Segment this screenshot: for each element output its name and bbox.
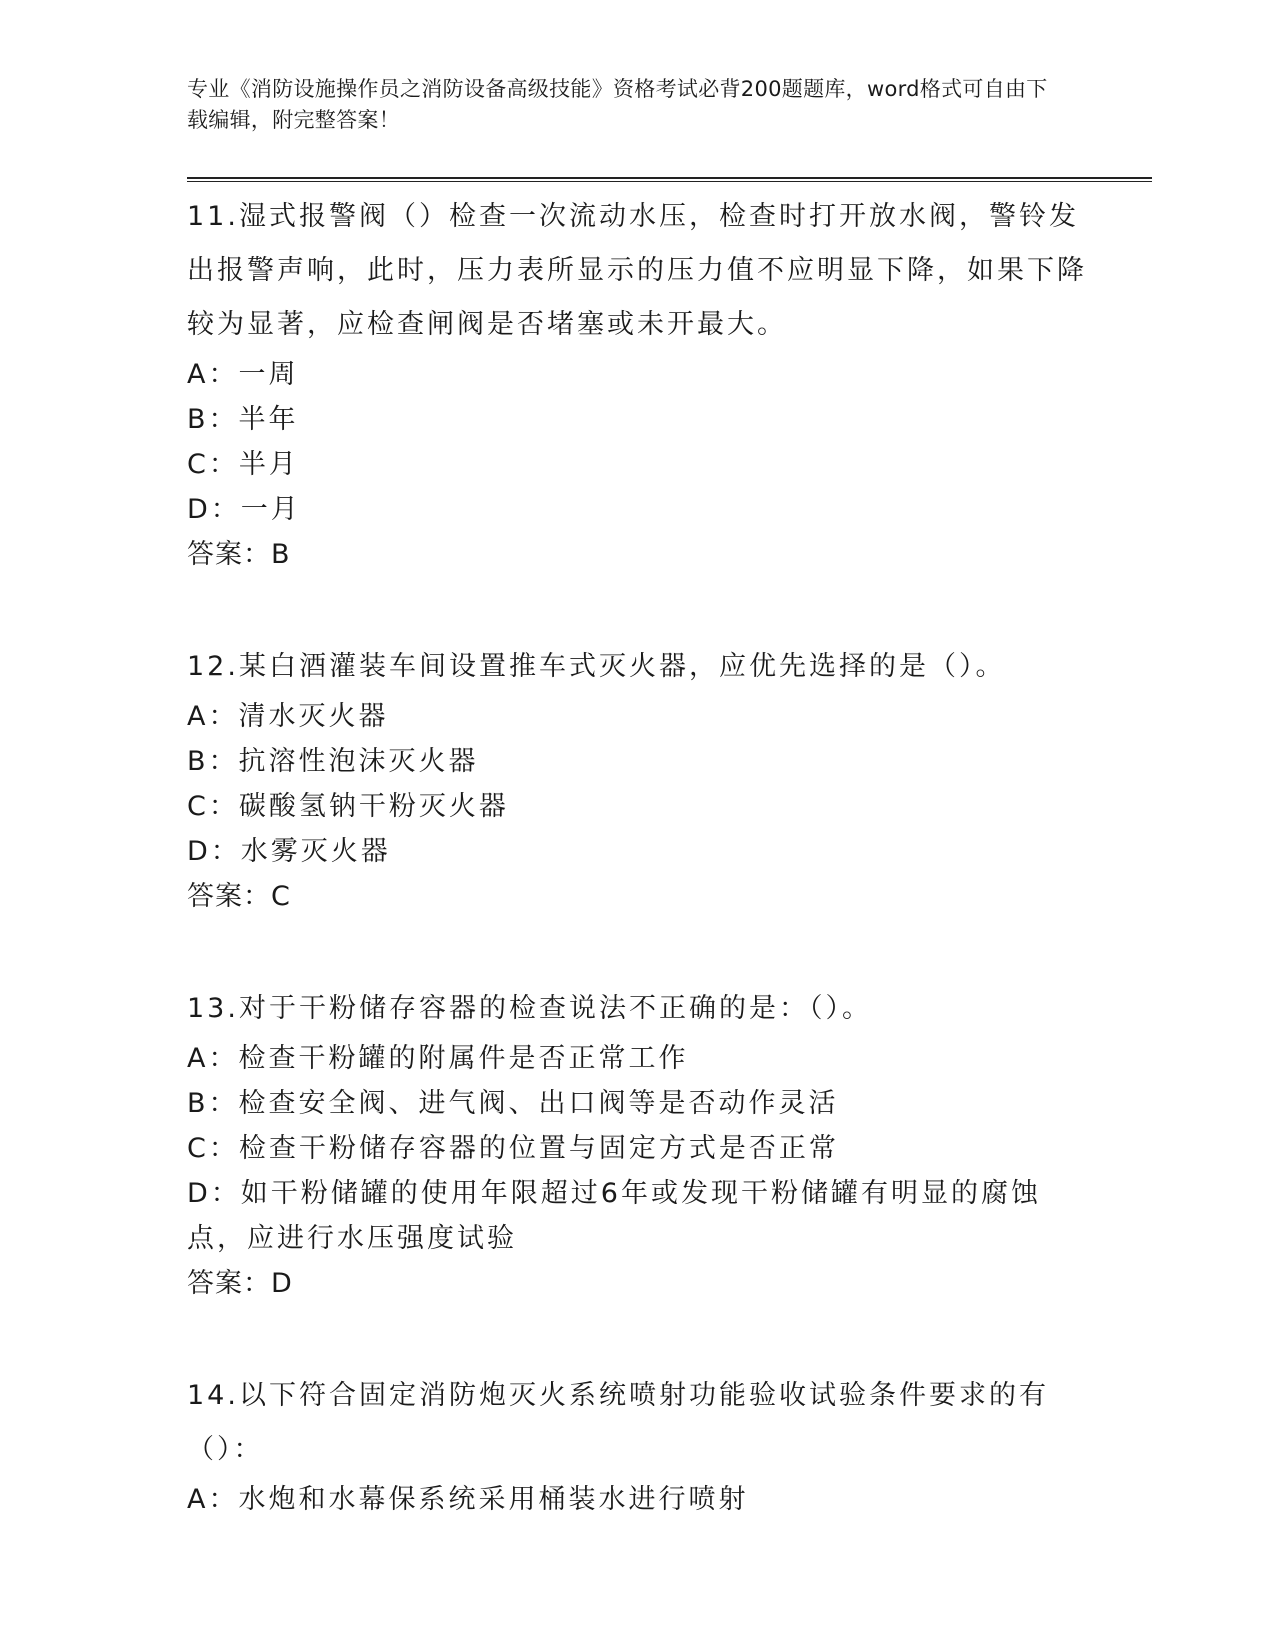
question-list bbox=[187, 190, 1087, 1522]
option-b: B：抗溶性泡沫灭火器 bbox=[187, 746, 479, 777]
answer-label: 答案：D bbox=[187, 1268, 293, 1299]
option-c: C：检查干粉储存容器的位置与固定方式是否正常 bbox=[187, 1133, 839, 1164]
question-text: 12.某白酒灌装车间设置推车式灭火器，应优先选择的是（）。 bbox=[187, 651, 1006, 682]
question-14 bbox=[187, 1369, 1087, 1522]
option-c: C：半月 bbox=[187, 449, 299, 480]
option-a: A：清水灭火器 bbox=[187, 701, 389, 732]
question-text: 14.以下符合固定消防炮灭火系统喷射功能验收试验条件要求的有（）： bbox=[187, 1380, 1049, 1465]
question-12 bbox=[187, 640, 1087, 920]
option-a: A：检查干粉罐的附属件是否正常工作 bbox=[187, 1043, 689, 1074]
question-spacer bbox=[187, 1307, 1087, 1369]
question-text: 11.湿式报警阀（）检查一次流动水压，检查时打开放水阀，警铃发出报警声响，此时，压力表所显示的压力值不应明显下降，如果下降较为显著，应检查闸阀是否堵塞或未开最大。 bbox=[187, 201, 1087, 340]
question-text: 13.对于干粉储存容器的检查说法不正确的是：（）。 bbox=[187, 993, 872, 1024]
option-d: D：一月 bbox=[187, 494, 301, 525]
question-11 bbox=[187, 190, 1087, 578]
option-a: A：一周 bbox=[187, 359, 299, 390]
option-b: B：半年 bbox=[187, 404, 299, 435]
option-b: B：检查安全阀、进气阀、出口阀等是否动作灵活 bbox=[187, 1088, 839, 1119]
option-c: C：碳酸氢钠干粉灭火器 bbox=[187, 791, 509, 822]
answer-label: 答案：C bbox=[187, 881, 291, 912]
question-spacer bbox=[187, 578, 1087, 640]
question-spacer bbox=[187, 920, 1087, 982]
option-d: D：如干粉储罐的使用年限超过6年或发现干粉储罐有明显的腐蚀点，应进行水压强度试验 bbox=[187, 1178, 1041, 1254]
document-header: 专业《消防设施操作员之消防设备高级技能》资格考试必背200题题库，word格式可自由下载编辑，附完整答案！ bbox=[187, 77, 1048, 132]
question-13 bbox=[187, 982, 1087, 1307]
header-divider bbox=[187, 177, 1152, 182]
answer-label: 答案：B bbox=[187, 539, 291, 570]
option-a: A：水炮和水幕保系统采用桶装水进行喷射 bbox=[187, 1484, 749, 1515]
option-d: D：水雾灭火器 bbox=[187, 836, 391, 867]
